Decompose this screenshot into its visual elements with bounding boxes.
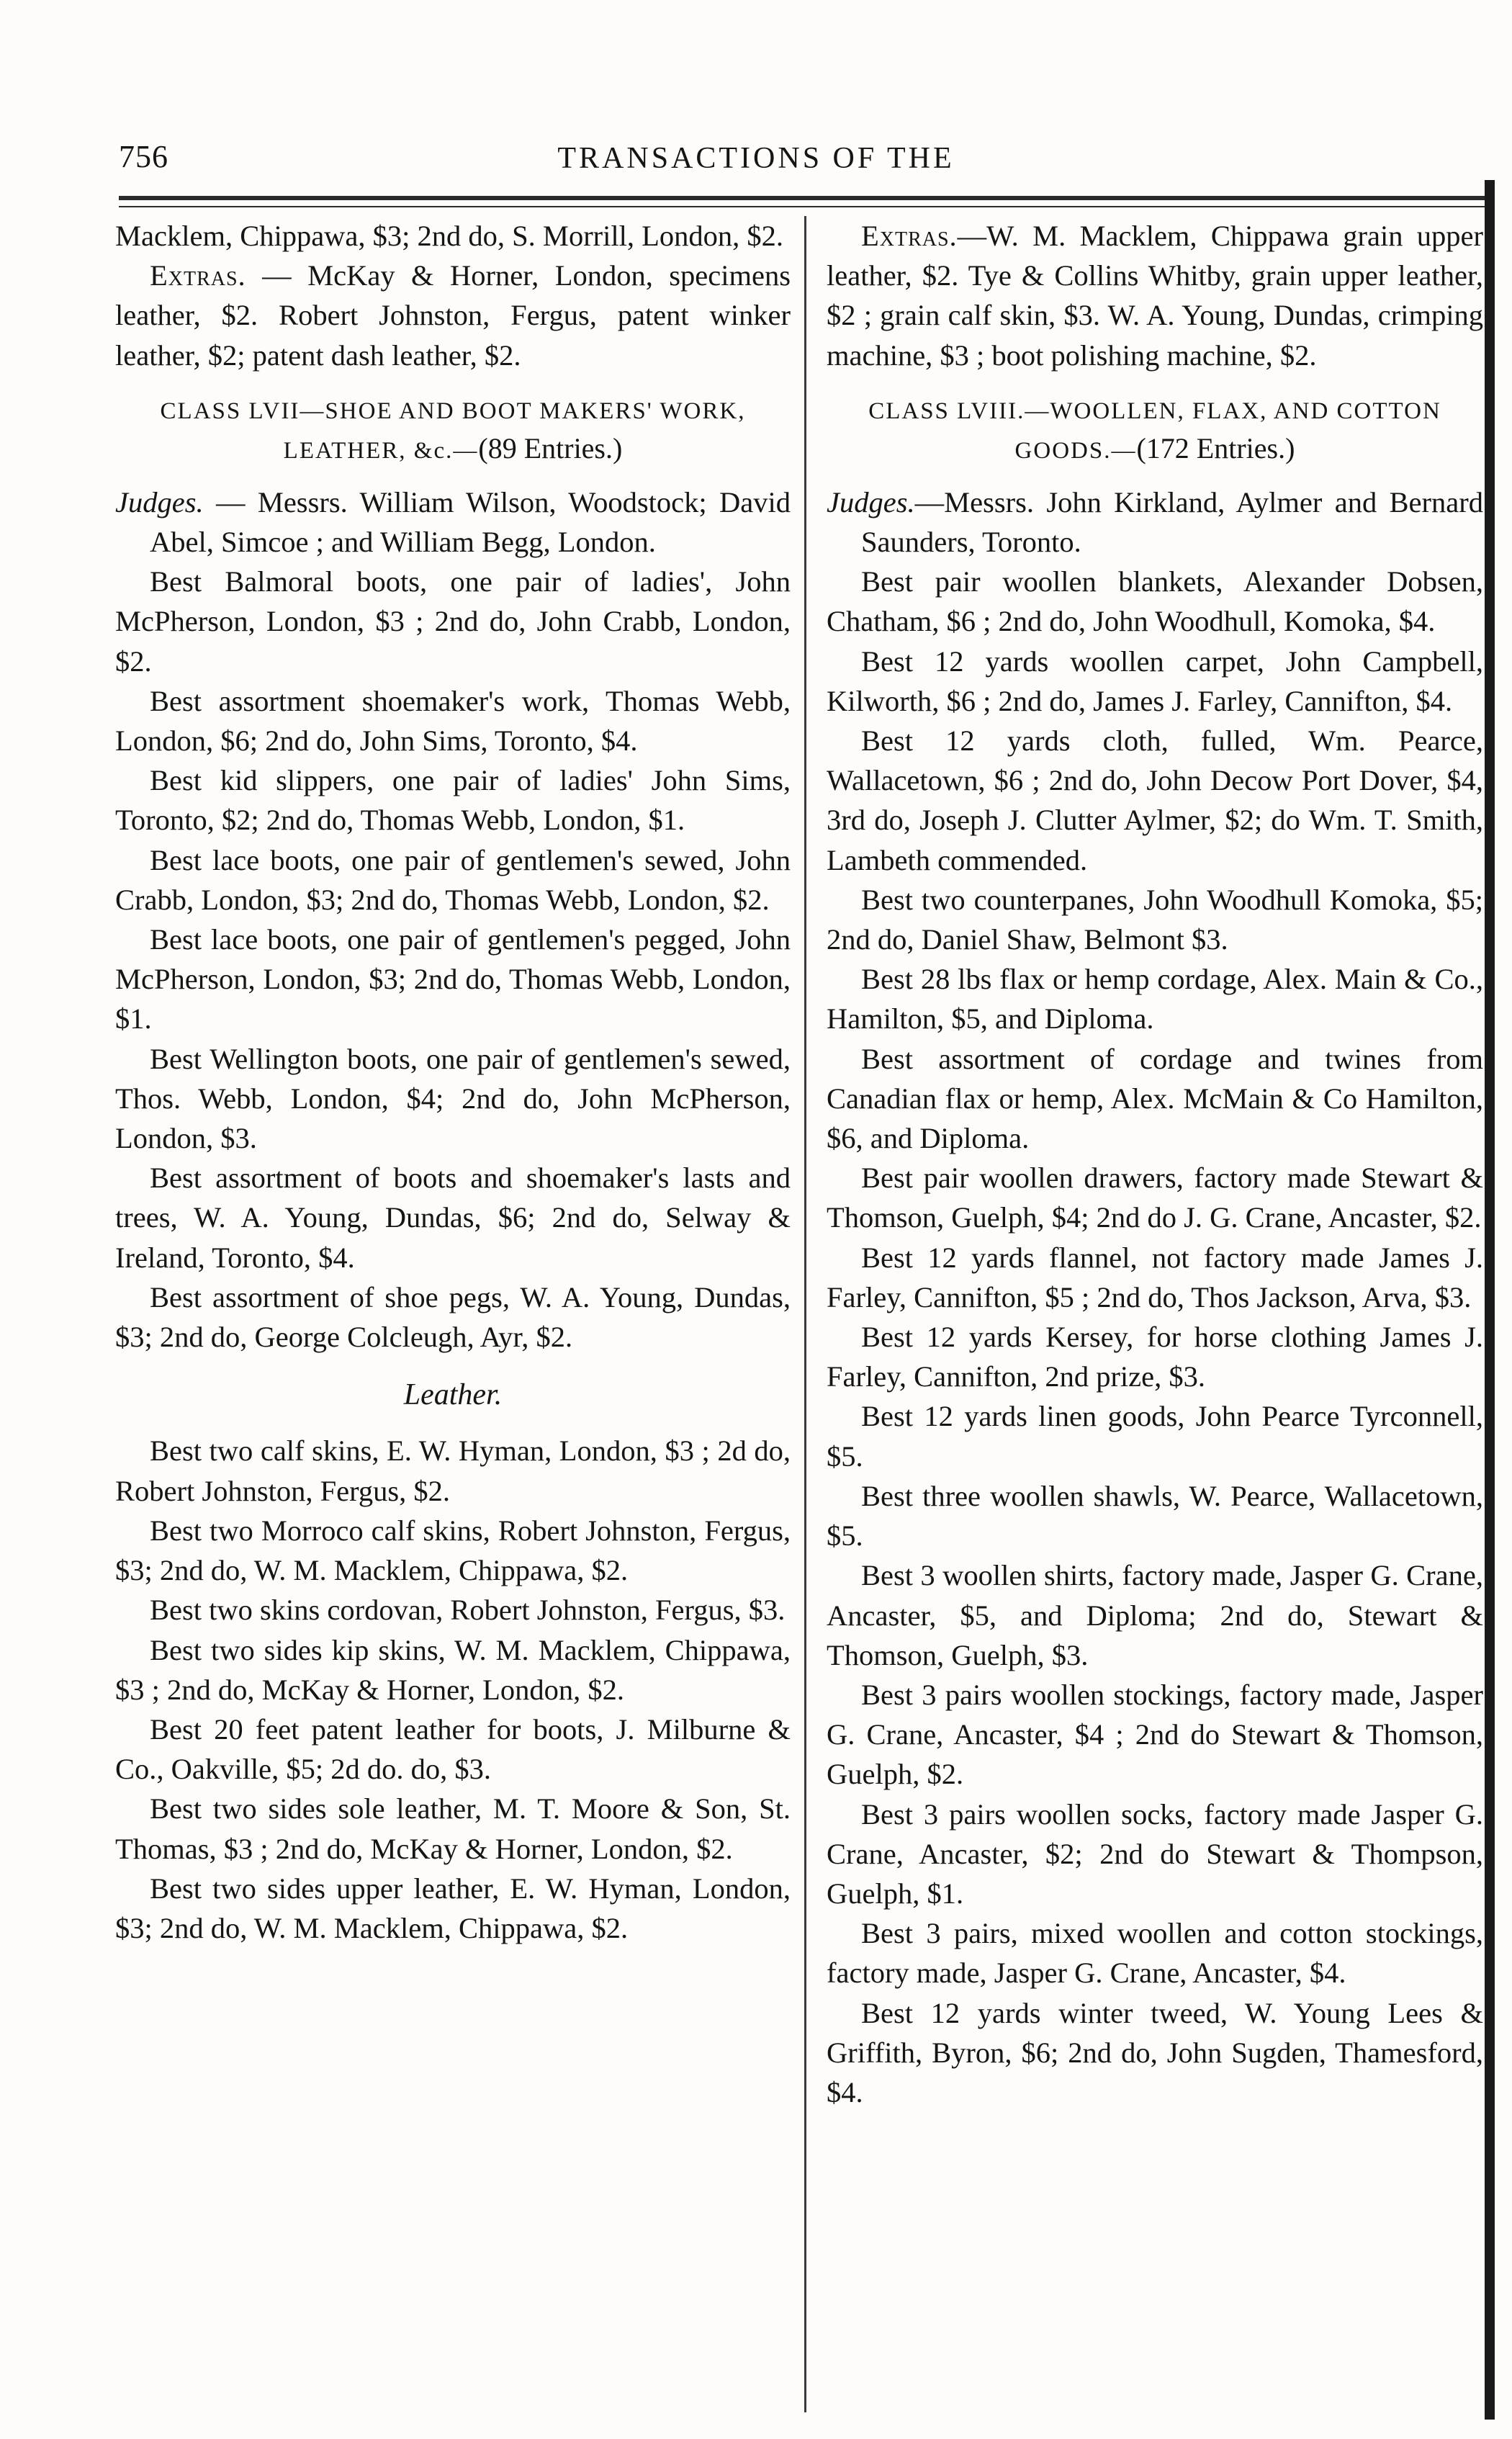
award-paragraph: Best 3 pairs, mixed woollen and cotton stockings, factory made, Jasper G. Crane, Ancaster, $4. (827, 1917, 1483, 1990)
award-paragraph: Best three woollen shawls, W. Pearce, Wallacetown, $5. (827, 1479, 1483, 1553)
judges-label: Judges. (827, 485, 915, 518)
award-paragraph: Best two skins cordovan, Robert Johnston, Fergus, $3. (150, 1594, 786, 1627)
award-paragraph: Best assortment of shoe pegs, W. A. Young, Dundas, $3; 2nd do, George Colcleugh, Ayr, $2. (115, 1280, 791, 1354)
class-57-heading (115, 392, 791, 470)
judges-paragraph (115, 482, 791, 562)
award-paragraph: Best pair woollen blankets, Alexander Dobsen, Chatham, $6 ; 2nd do, John Woodhull, Komoka, $4. (827, 565, 1483, 638)
judges-paragraph (827, 482, 1483, 562)
award-paragraph: Best Wellington boots, one pair of gentlemen's sewed, Thos. Webb, London, $4; 2nd do, John McPherson, London, $3. (115, 1042, 791, 1155)
extras-paragraph (827, 216, 1483, 375)
award-paragraph: Best 12 yards woollen carpet, John Campbell, Kilworth, $6 ; 2nd do, James J. Farley, Cannifton, $4. (827, 644, 1483, 717)
class-58-title: CLASS LVIII.—WOOLLEN, FLAX, AND COTTON GOODS.— (868, 397, 1441, 464)
award-paragraph: Best lace boots, one pair of gentlemen's pegged, John McPherson, London, $3; 2nd do, Thomas Webb, London, $1. (115, 923, 791, 1036)
award-paragraph: Best two counterpanes, John Woodhull Komoka, $5; 2nd do, Daniel Shaw, Belmont $3. (827, 883, 1483, 956)
award-paragraph: Best 12 yards linen goods, John Pearce Tyrconnell, $5. (827, 1400, 1483, 1473)
continuation-paragraph: Macklem, Chippawa, $3; 2nd do, S. Morrill, London, $2. (115, 220, 784, 252)
award-paragraph: Best assortment of boots and shoemaker's lasts and trees, W. A. Young, Dundas, $6; 2nd do, Selway & Ireland, Toronto, $4. (115, 1162, 791, 1274)
leather-subheading: Leather. (403, 1378, 503, 1412)
award-paragraph: Best Balmoral boots, one pair of ladies', John McPherson, London, $3 ; 2nd do, John Crabb, London, $2. (115, 565, 791, 678)
running-title: TRANSACTIONS OF THE (557, 142, 955, 175)
award-paragraph: Best assortment of cordage and twines from Canadian flax or hemp, Alex. McMain & Co Hamilton, $6, and Diploma. (827, 1042, 1483, 1155)
right-column (827, 216, 1483, 2112)
award-paragraph: Best assortment shoemaker's work, Thomas Webb, London, $6; 2nd do, John Sims, Toronto, $4. (115, 684, 791, 758)
extras-paragraph (115, 256, 791, 375)
award-paragraph: Best two sides sole leather, M. T. Moore & Son, St. Thomas, $3 ; 2nd do, McKay & Horner, London, $2. (115, 1792, 791, 1865)
extras-text: — McKay & Horner, London, specimens leather, $2. Robert Johnston, Fergus, patent winker leather, $2; patent dash leather, $2. (115, 259, 791, 372)
award-paragraph: Best 12 yards Kersey, for horse clothing James J. Farley, Cannifton, 2nd prize, $3. (827, 1321, 1483, 1393)
award-paragraph: Best 12 yards winter tweed, W. Young Lees & Griffith, Byron, $6; 2nd do, John Sugden, Thamesford, $4. (827, 1996, 1483, 2108)
award-paragraph: Best 3 woollen shirts, factory made, Jasper G. Crane, Ancaster, $5, and Diploma; 2nd do, Stewart & Thomson, Guelph, $3. (827, 1559, 1483, 1671)
award-paragraph: Best two sides upper leather, E. W. Hyman, London, $3; 2nd do, W. M. Macklem, Chippawa, $2. (115, 1872, 791, 1944)
judges-text: — Messrs. William Wilson, Woodstock; David Abel, Simcoe ; and William Begg, London. (150, 485, 791, 559)
award-paragraph: Best two sides kip skins, W. M. Macklem, Chippawa, $3 ; 2nd do, McKay & Horner, London, $2. (115, 1633, 791, 1706)
class-58-entries: (172 Entries.) (1136, 431, 1295, 464)
award-paragraph: Best 3 pairs woollen stockings, factory made, Jasper G. Crane, Ancaster, $4 ; 2nd do Stewart & Thomson, Guelph, $2. (827, 1678, 1483, 1791)
award-paragraph: Best pair woollen drawers, factory made Stewart & Thomson, Guelph, $4; 2nd do J. G. Crane, Ancaster, $2. (827, 1162, 1483, 1234)
award-paragraph: Best 12 yards cloth, fulled, Wm. Pearce, Wallacetown, $6 ; 2nd do, John Decow Port Dover, $4, 3rd do, Joseph J. Clutter Aylmer, $2; do Wm. T. Smith, Lambeth commended. (827, 724, 1483, 876)
column-divider (804, 216, 806, 2412)
award-paragraph: Best 3 pairs woollen socks, factory made Jasper G. Crane, Ancaster, $2; 2nd do Stewart & Thompson, Guelph, $1. (827, 1797, 1483, 1910)
award-paragraph: Best two Morroco calf skins, Robert Johnston, Fergus, $3; 2nd do, W. M. Macklem, Chippawa, $2. (115, 1514, 791, 1587)
award-paragraph: Best lace boots, one pair of gentlemen's sewed, John Crabb, London, $3; 2nd do, Thomas Webb, London, $2. (115, 843, 791, 916)
header-rule-thin (119, 206, 1487, 207)
award-paragraph: Best kid slippers, one pair of ladies' John Sims, Toronto, $2; 2nd do, Thomas Webb, London, $1. (115, 764, 791, 837)
page-edge-shadow (1485, 180, 1495, 2420)
award-paragraph: Best 20 feet patent leather for boots, J. Milburne & Co., Oakville, $5; 2d do. do, $3. (115, 1712, 791, 1786)
extras-label: Extras. (150, 259, 246, 292)
award-paragraph: Best 28 lbs flax or hemp cordage, Alex. Main & Co., Hamilton, $5, and Diploma. (827, 963, 1483, 1036)
extras-label: Extras. (861, 220, 958, 252)
judges-label: Judges. (115, 485, 204, 518)
award-paragraph: Best 12 yards flannel, not factory made James J. Farley, Cannifton, $5 ; 2nd do, Thos Jackson, Arva, $3. (827, 1241, 1483, 1313)
class-57-entries: (89 Entries.) (478, 431, 623, 464)
extras-text: —W. M. Macklem, Chippawa grain upper leather, $2. Tye & Collins Whitby, grain upper leather, $2 ; grain calf skin, $3. W. A. Young, Dundas, crimping machine, $3 ; boot polishing machine, $2. (827, 220, 1483, 372)
header-rule-thick (119, 196, 1487, 200)
left-column (115, 216, 791, 1948)
award-paragraph: Best two calf skins, E. W. Hyman, London, $3 ; 2d do, Robert Johnston, Fergus, $2. (115, 1434, 791, 1507)
judges-text: —Messrs. John Kirkland, Aylmer and Bernard Saunders, Toronto. (861, 485, 1483, 559)
page-number: 756 (119, 139, 168, 174)
class-57-title: CLASS LVII—SHOE AND BOOT MAKERS' WORK, LEATHER, &c.— (160, 397, 746, 464)
class-58-heading (827, 392, 1483, 470)
